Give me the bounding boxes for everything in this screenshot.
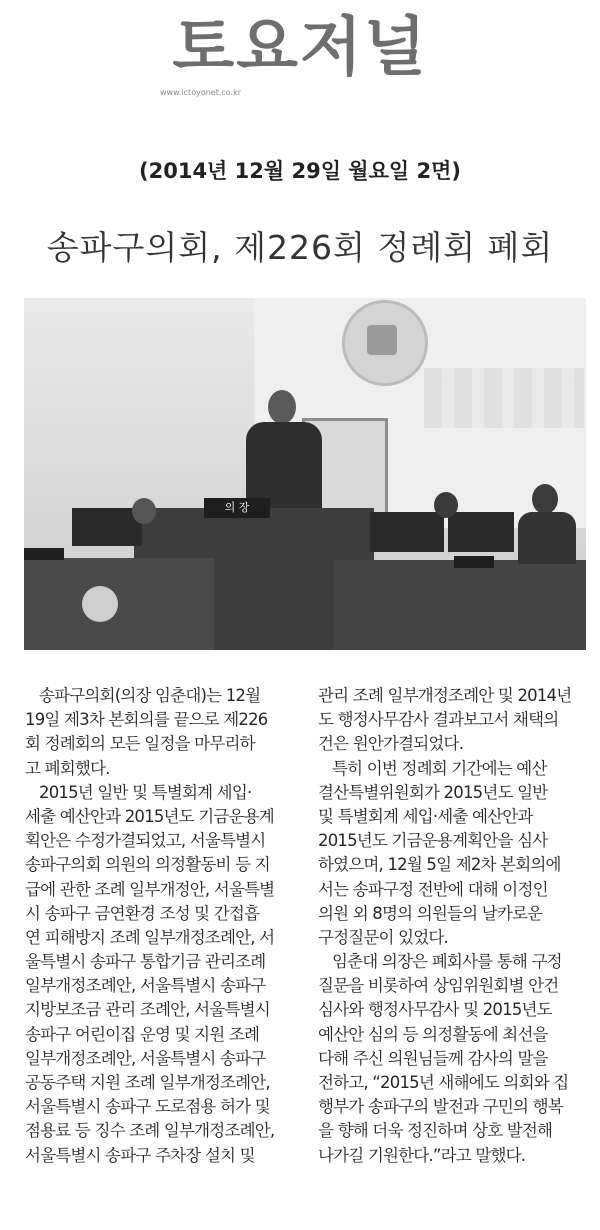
article-line: 건은 원안가결되었다.	[318, 734, 464, 754]
article-line: 행부가 송파구의 발전과 구민의 행복	[318, 1097, 563, 1117]
person-right-body	[518, 512, 576, 564]
article-column-left	[25, 684, 297, 1168]
nameplate-left	[24, 548, 64, 560]
nameplate-right	[454, 556, 494, 568]
site-url: www.ictoyonet.co.kr	[160, 88, 242, 97]
article-line: 심사와 행정사무감사 및 2015년도	[318, 1000, 552, 1020]
article-line: 전하고, “2015년 새해에도 의회와 집	[318, 1073, 569, 1092]
article-line: 2015년도 기금운용계획안을 심사	[318, 831, 548, 851]
article-line: 울특별시 송파구 통합기금 관리조례	[25, 952, 266, 972]
article-line: 19일 제3차 본회의를 끝으로 제226	[25, 710, 268, 730]
article-line: 송파구 어린이집 운영 및 지원 조례	[25, 1024, 260, 1044]
issue-date: (2014년 12월 29일 월요일 2면)	[139, 159, 461, 183]
speaker-figure	[246, 390, 322, 510]
person-mid-head	[434, 492, 458, 518]
article-line: 질문을 비롯하여 상임위원회별 안건	[318, 976, 559, 996]
article-line: 임춘대 의장은 폐회사를 통해 구정	[332, 952, 562, 972]
article-line: 시 송파구 금연환경 조성 및 간접흡	[25, 903, 260, 923]
council-session-photo	[24, 298, 586, 650]
article-line: 급에 관한 조례 일부개정안, 서울특별	[25, 879, 275, 899]
article-line: 의원 외 8명의 의원들의 날카로운	[318, 903, 543, 923]
article-line: 연 피해방지 조례 일부개정조례안, 서	[25, 927, 275, 947]
person-left	[124, 498, 164, 538]
article-line: 2015년 일반 및 특별회계 세입·	[39, 782, 252, 802]
article-line: 회 정례회의 모든 일정을 마무리하	[25, 734, 255, 754]
article-line: 고 폐회했다.	[25, 758, 110, 778]
person-mid	[424, 492, 468, 532]
article-line: 나가길 기원한다.”라고 말했다.	[318, 1145, 526, 1165]
masthead	[0, 0, 600, 110]
article-line: 송파구의회 의원의 의정활동비 등 지	[25, 855, 270, 875]
article-column-right	[318, 684, 590, 1168]
article-line: 결산특별위원회가 2015년도 일반	[318, 782, 548, 802]
article-line: 구정질문이 있었다.	[318, 927, 449, 947]
article-line: 관리 조례 일부개정조례안 및 2014년	[318, 686, 572, 705]
article-line: 및 특별회계 세입·세출 예산안과	[318, 806, 533, 826]
podium-sign: 의 장	[204, 498, 270, 518]
article-line: 서울특별시 송파구 도로점용 허가 및	[25, 1097, 270, 1117]
article-line: 지방보조금 관리 조례안, 서울특별시	[25, 1000, 270, 1020]
article-line: 도 행정사무감사 결과보고서 채택의	[318, 710, 559, 730]
person-left-head	[132, 498, 156, 524]
article-line: 특히 이번 정례회 기간에는 예산	[332, 758, 547, 778]
person-right-head	[532, 484, 558, 514]
article-line: 을 향해 더욱 정진하며 상호 발전해	[318, 1121, 553, 1141]
article-line: 세출 예산안과 2015년도 기금운용계	[25, 806, 274, 826]
council-emblem-icon	[342, 300, 428, 386]
article-line: 일부개정조례안, 서울특별시 송파구	[25, 976, 266, 996]
desk-right	[334, 560, 586, 650]
article-line: 점용료 등 징수 조례 일부개정조례안,	[25, 1121, 275, 1141]
article-headline: 송파구의회, 제226회 정례회 폐회	[46, 228, 554, 267]
article-line: 획안은 수정가결되었고, 서울특별시	[25, 831, 266, 851]
article-line: 송파구의회(의장 임춘대)는 12월	[39, 686, 261, 705]
article-line: 서는 송파구정 전반에 대해 이정인	[318, 879, 548, 899]
article-line: 공동주택 지원 조례 일부개정조례안,	[25, 1073, 270, 1092]
desk-emblem-icon	[82, 586, 118, 622]
newspaper-logo: 토요저널	[172, 11, 428, 85]
wall-lettering	[424, 368, 584, 428]
article-line: 하였으며, 12월 5일 제2차 본회의에	[318, 855, 561, 875]
speaker-head	[268, 390, 296, 424]
person-right	[518, 484, 576, 564]
article-line: 다해 주신 의원님들께 감사의 말을	[318, 1048, 548, 1068]
article-line: 예산안 심의 등 의정활동에 최선을	[318, 1024, 548, 1044]
article-line: 일부개정조례안, 서울특별시 송파구	[25, 1048, 266, 1068]
desk-left	[24, 558, 214, 650]
speaker-body	[246, 422, 322, 510]
article-line: 서울특별시 송파구 주차장 설치 및	[25, 1145, 255, 1165]
